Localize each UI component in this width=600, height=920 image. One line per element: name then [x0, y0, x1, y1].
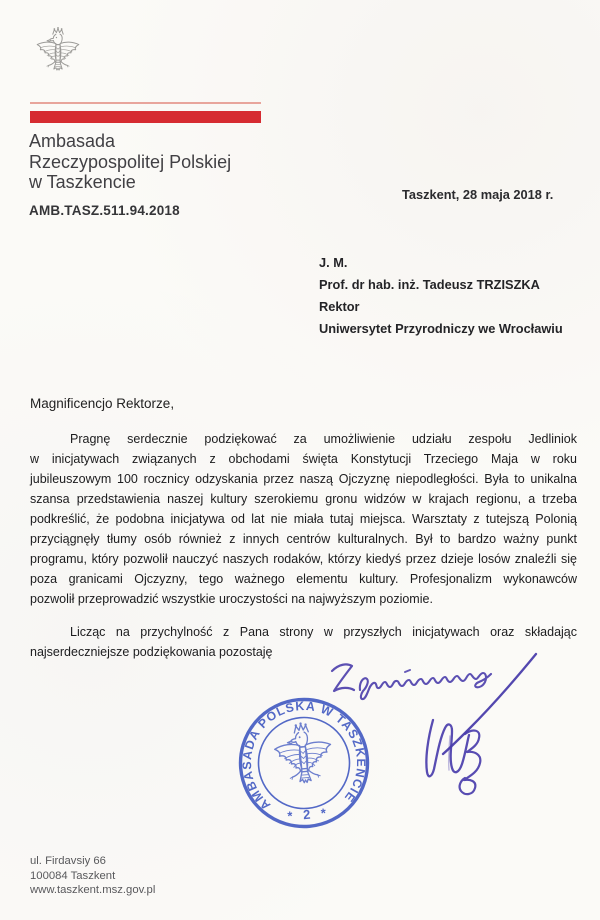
recipient-line: Prof. dr hab. inż. Tadeusz TRZISZKA: [319, 277, 540, 292]
embassy-round-stamp: [231, 690, 376, 835]
stamp-eagle-icon: [273, 720, 334, 785]
flag-thin-line: [30, 102, 261, 104]
footer-city: 100084 Taszkent: [30, 869, 116, 882]
body-line: w inicjatywach związanych z obchodami święta Konstytucji Trzeciego Maja w roku: [30, 452, 577, 466]
body-line: jubileuszowym 100 rocznicy odzyskania przez naszą Ojczyznę niepodległości. Była to unikalna: [30, 472, 577, 486]
body-line: pozwolił przeprowadzić wszystkie uroczystości na najwyższym poziomie.: [30, 592, 433, 606]
body-line: Pragnę serdecznie podziękować za umożliwienie udziału zespołu Jedliniok: [70, 432, 577, 446]
body-line: przyciągnęły tłumy osób również z innych centrów kulturalnych. Był to bardzo ważny punkt: [30, 532, 577, 546]
reference-number: AMB.TASZ.511.94.2018: [29, 203, 180, 218]
recipient-line: J. M.: [319, 255, 348, 270]
recipient-line: Uniwersytet Przyrodniczy we Wrocławiu: [319, 321, 563, 336]
footer-address: [30, 854, 155, 898]
salutation: Magnificencjo Rektorze,: [30, 396, 175, 411]
stamp-ring-text: AMBASADA POLSKA W TASZKENCIE: [239, 698, 369, 813]
stamp-number: * 2 *: [286, 804, 331, 824]
svg-text:AMBASADA POLSKA W TASZKENCIE: [235, 694, 372, 815]
recipient-line: Rektor: [319, 299, 360, 314]
footer-website: www.taszkent.msz.gov.pl: [30, 884, 156, 897]
flag-red-bar: [30, 111, 261, 123]
body-line: Licząc na przychylność z Pana strony w przyszłych inicjatywach oraz składając: [70, 625, 577, 639]
polish-eagle-emblem-icon: [32, 24, 84, 87]
org-line: Ambasada: [29, 131, 116, 151]
body-paragraph-1: [30, 429, 577, 609]
letterhead-org-name: [29, 131, 231, 193]
body-line: podkreślić, że podobna inicjatywa od lat nie miała tutaj miejsca. Warsztaty z tutejszą Polonią: [30, 512, 577, 526]
body-line: szansa przedstawienia naszej kultury szerokiemu gronu widzów w krajach regionu, a trzeba: [30, 492, 577, 506]
body-line: programu, który pozwolił nauczyć naszych rodaków, którzy kiedyś przez dzieje losów znaleźli się: [30, 552, 577, 566]
org-line: w Taszkencie: [29, 172, 136, 192]
org-line: Rzeczypospolitej Polskiej: [29, 151, 232, 172]
dateline: Taszkent, 28 maja 2018 r.: [402, 187, 554, 202]
recipient-block: [319, 252, 563, 340]
body-line: poza granicami Ojczyzny, tego ważnego elementu kultury. Profesjonalizm wykonawców: [30, 572, 577, 586]
footer-street: ul. Firdavsiy 66: [30, 855, 106, 867]
body-line: najserdeczniejsze podziękowania pozostaję: [30, 645, 273, 659]
